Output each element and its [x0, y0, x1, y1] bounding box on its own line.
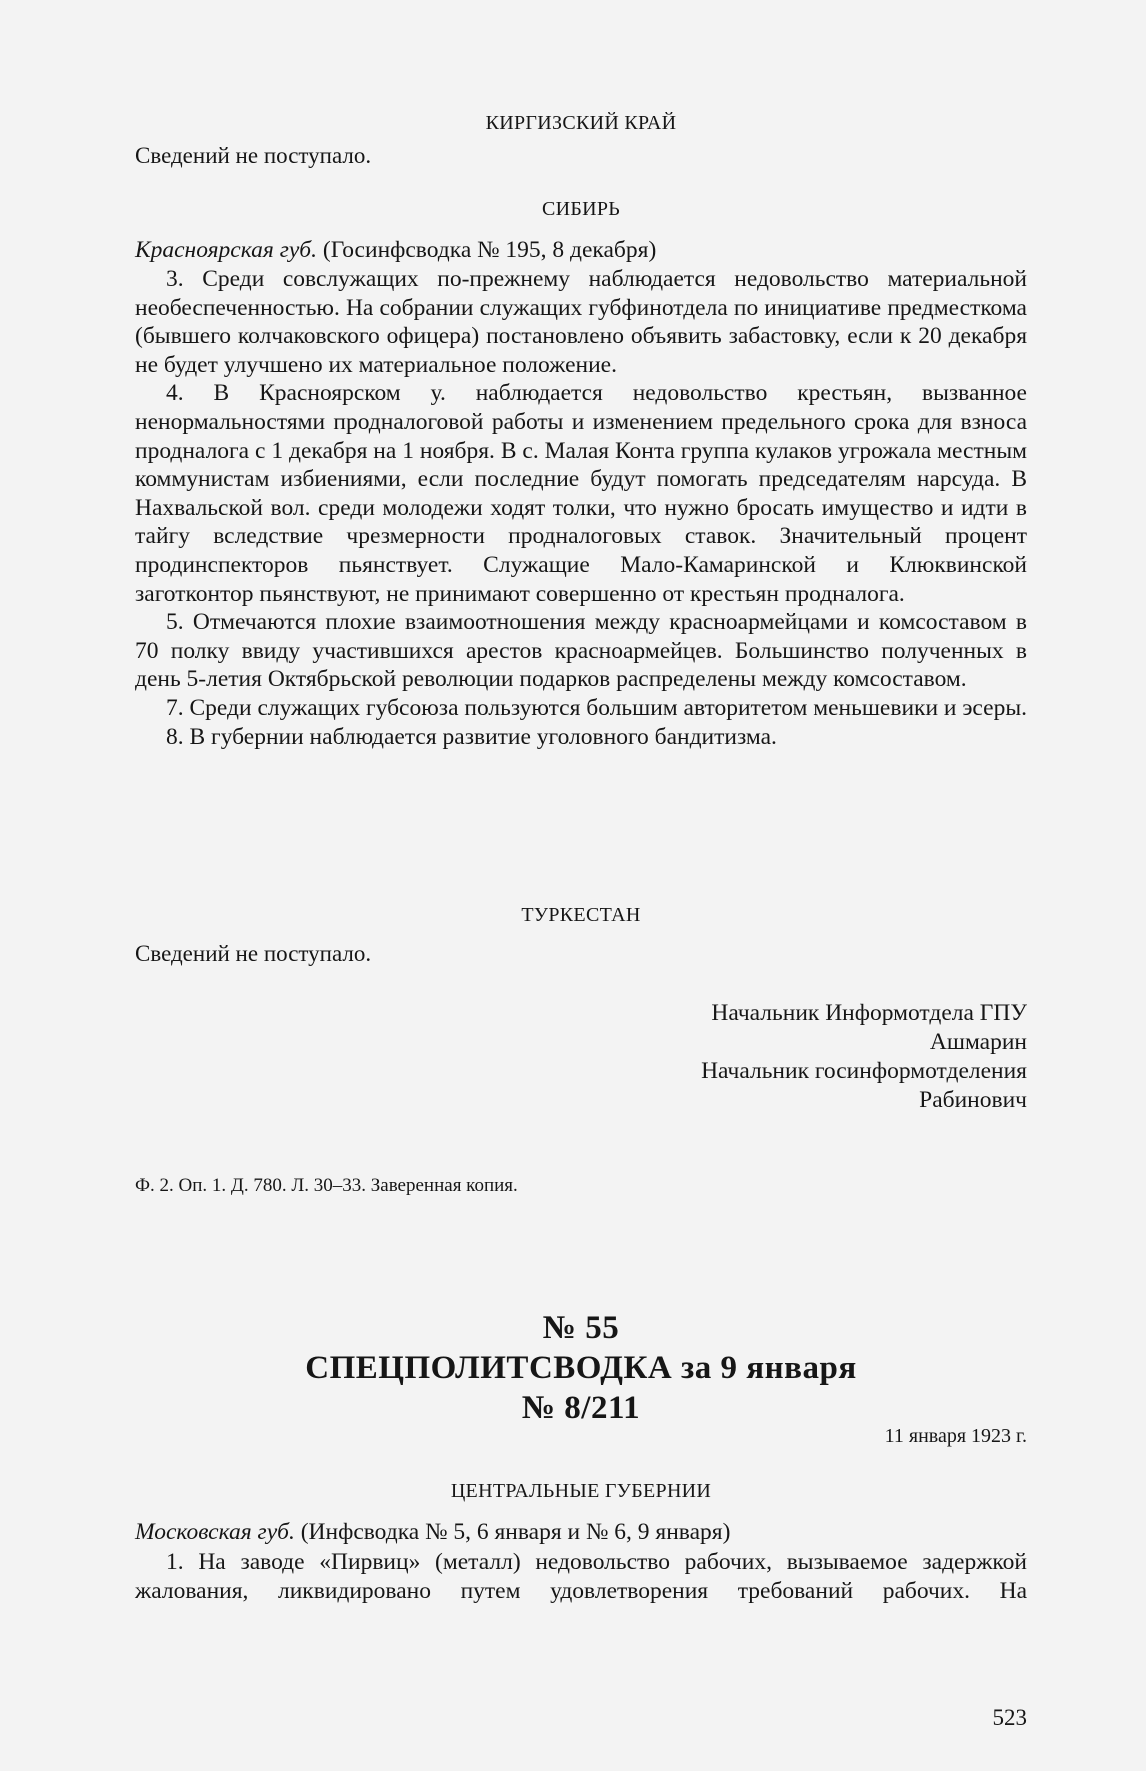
- document-subnumber: № 8/211: [521, 1390, 641, 1426]
- siberia-lead-italic: Красноярская губ.: [135, 237, 317, 263]
- signature-block: [135, 999, 1027, 1115]
- document-number: № 55: [542, 1310, 620, 1346]
- central-lead-rest: (Инфсводка № 5, 6 января и № 6, 9 января): [294, 1519, 731, 1545]
- paragraph-4: 4. В Красноярском у. наблюдается недовольство крестьян, вызванное ненормальностями продналоговой работы и изменением предельного срока для взноса продналога с 1 декабря на 1 ноября. В с. Малая Конта группа кулаков угрожала местным коммунистам избиениями, если последние будут помогать председателям нарсуда. В Нахвальской вол. среди молодежи ходят толки, что нужно бросать имущество и идти в тайгу вследствие чрезмерности продналоговых ставок. Значительный процент продинспекторов пьянствует. Служащие Мало-Камаринской и Клюквинской заготконтор пьянствуют, не принимают совершенно от крестьян продналога.: [135, 380, 1027, 607]
- document-title: СПЕЦПОЛИТСВОДКА за 9 января: [305, 1350, 857, 1386]
- archive-source: Ф. 2. Оп. 1. Д. 780. Л. 30–33. Заверенная копия.: [135, 1175, 518, 1196]
- paragraph-7: 7. Среди служащих губсоюза пользуются большим авторитетом меньшевики и эсеры.: [166, 694, 1027, 721]
- paragraph-5: 5. Отмечаются плохие взаимоотношения между красноармейцами и комсоставом в 70 полку ввиду участившихся арестов красноармейцев. Большинство полученных в день 5-летия Октябрьской революции подарков распределены между комсоставом.: [135, 609, 1027, 693]
- page-number: 523: [992, 1705, 1027, 1730]
- section-title-siberia: СИБИРЬ: [541, 198, 621, 220]
- paragraph-8: 8. В губернии наблюдается развитие уголовного бандитизма.: [166, 723, 777, 750]
- paragraph-3: 3. Среди совслужащих по-прежнему наблюдается недовольство материальной необеспеченностью. На собрании служащих губфинотдела по инициативе предместкома (бывшего колчаковского офицера) постановлено объявить забастовку, если к 20 декабря не будет улучшено их материальное положение.: [135, 266, 1027, 378]
- turkestan-text: Сведений не поступало.: [135, 941, 372, 966]
- kirgiz-text: Сведений не поступало.: [135, 143, 372, 168]
- central-paragraphs: [135, 1548, 1027, 1605]
- signature-name-2: Рабинович: [919, 1087, 1027, 1113]
- siberia-lead-rest: (Госинфсводка № 195, 8 декабря): [317, 237, 657, 263]
- signature-title-2: Начальник госинформотделения: [701, 1058, 1027, 1084]
- central-lead: [135, 1518, 1027, 1546]
- paragraph-1: 1. На заводе «Пирвиц» (металл) недовольство рабочих, вызываемое задержкой жалования, ликвидировано путем удовлетворения требований рабочих. На: [135, 1549, 1027, 1604]
- signature-title-1: Начальник Информотдела ГПУ: [711, 1000, 1027, 1026]
- section-title-central: ЦЕНТРАЛЬНЫЕ ГУБЕРНИИ: [450, 1480, 712, 1502]
- central-lead-italic: Московская губ.: [135, 1519, 295, 1545]
- section-title-kirgiz: КИРГИЗСКИЙ КРАЙ: [485, 112, 677, 134]
- siberia-lead: [135, 236, 1027, 264]
- document-date: 11 января 1923 г.: [884, 1425, 1027, 1447]
- signature-name-1: Ашмарин: [929, 1029, 1027, 1055]
- section-title-turkestan: ТУРКЕСТАН: [521, 904, 641, 926]
- siberia-paragraphs: [135, 265, 1027, 751]
